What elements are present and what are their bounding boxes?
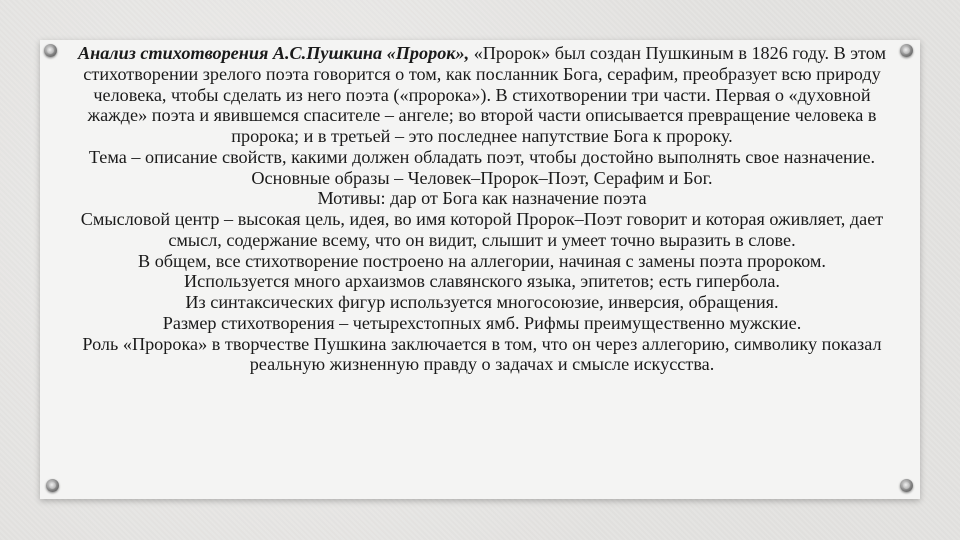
paragraph-images: Основные образы – Человек–Пророк–Поэт, Серафим и Бог.: [251, 167, 713, 188]
paragraph-role: Роль «Пророка» в творчестве Пушкина заключается в том, что он через аллегорию, символику показал реальную жизненную правду о задачах и смысле искусства.: [82, 333, 882, 375]
paragraph-archaisms: Используется много архаизмов славянского языка, эпитетов; есть гипербола.: [184, 271, 780, 292]
paragraph-allegory: В общем, все стихотворение построено на аллегории, начиная с замены поэта пророком.: [138, 250, 826, 271]
pushpin-bottom-left-icon: [46, 479, 59, 492]
paragraph-theme: Тема – описание свойств, какими должен обладать поэт, чтобы достойно выполнять свое назначение.: [88, 146, 876, 167]
intro-paragraph: [62, 43, 902, 147]
paragraph-figures: Из синтаксических фигур используется многосоюзие, инверсия, обращения.: [185, 292, 779, 312]
paragraph-meter: Размер стихотворения – четырехстопных ямб. Рифмы преимущественно мужские.: [162, 312, 802, 333]
intro-text: «Пророк» был создан Пушкиным в 1826 году. В этом стихотворении зрелого поэта говорится о том, как посланник Бога, серафим, преобразует всю природу человека, чтобы сделать из него поэта («пророка»). В стихотворении три части. Первая о «духовной жажде» поэта и явившемся спасителе – ангеле; во второй части описывается превращение человека в пророка; и в третьей – это последнее напутствие Бога к пророку.: [83, 43, 887, 146]
paragraph-motifs: Мотивы: дар от Бога как назначение поэта: [317, 188, 647, 209]
pushpin-bottom-right-icon: [900, 479, 913, 492]
paragraph-center: Смысловой центр – высокая цель, идея, во имя которой Пророк–Поэт говорит и которая оживляет, дает смысл, содержание всему, что он видит, слышит и умеет точно выразить в слове.: [80, 209, 884, 250]
heading-lead: Анализ стихотворения А.С.Пушкина «Пророк»,: [77, 43, 474, 63]
pushpin-top-left-icon: [44, 44, 57, 57]
slide-text: [62, 43, 902, 375]
